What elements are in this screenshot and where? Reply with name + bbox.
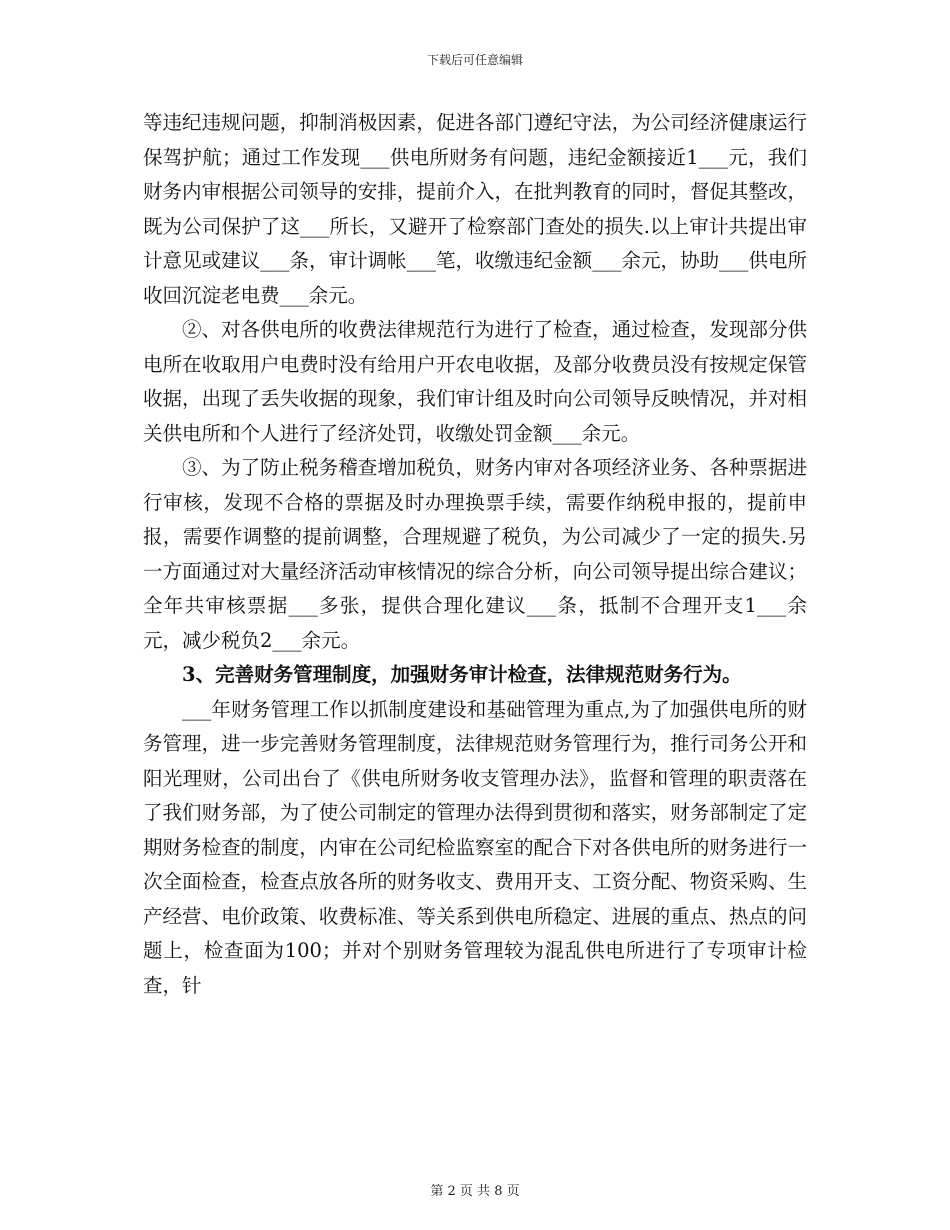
page-header: 下载后可任意编辑 xyxy=(426,53,523,67)
section-heading-3: 3、完善财务管理制度，加强财务审计检查，法律规范财务行为。 xyxy=(182,663,742,686)
document-body xyxy=(143,106,807,1003)
paragraph-violations-summary: 等违纪违规问题，抑制消极因素，促进各部门遵纪守法，为公司经济健康运行保驾护航；通过工作发现___供电所财务有问题，违纪金额接近1___元，我们财务内审根据公司领导的安排，提前介入，在批判教育的同时，督促其整改，既为公司保护了这___所长，又避开了检察部门查处的损失.以上审计共提出审计意见或建议___条，审计调帐___笔，收缴违纪金额___余元，协助___供电所收回沉淀老电费___余元。 xyxy=(143,111,807,307)
paragraph-management-system: ___年财务管理工作以抓制度建设和基础管理为重点,为了加强供电所的财务管理，进一步完善财务管理制度，法律规范财务管理行为，推行司务公开和阳光理财，公司出台了《供电所财务收支管理办法》，监督和管理的职责落在了我们财务部，为了使公司制定的管理办法得到贯彻和落实，财务部制定了定期财务检查的制度，内审在公司纪检监察室的配合下对各供电所的财务进行一次全面检查，检查点放各所的财务收支、费用开支、工资分配、物资采购、生产经营、电价政策、收费标准、等关系到供电所稳定、进展的重点、热点的问题上，检查面为100；并对个别财务管理较为混乱供电所进行了专项审计检查，针 xyxy=(143,697,807,997)
page-number-footer: 第 2 页 共 8 页 xyxy=(430,1184,520,1199)
paragraph-fee-collection-check: ②、对各供电所的收费法律规范行为进行了检查，通过检查，发现部分供电所在收取用户电费时没有给用户开农电收据，及部分收费员没有按规定保管收据，出现了丢失收据的现象，我们审计组及时向公司领导反映情况，并对相关供电所和个人进行了经济处罚，收缴处罚金额___余元。 xyxy=(143,318,807,445)
paragraph-tax-audit: ③、为了防止税务稽查增加税负，财务内审对各项经济业务、各种票据进行审核，发现不合格的票据及时办理换票手续，需要作纳税申报的，提前申报，需要作调整的提前调整，合理规避了税负，为公司减少了一定的损失.另一方面通过对大量经济活动审核情况的综合分析，向公司领导提出综合建议；全年共审核票据___多张，提供合理化建议___条，抵制不合理开支1___余元，减少税负2___余元。 xyxy=(143,456,807,652)
